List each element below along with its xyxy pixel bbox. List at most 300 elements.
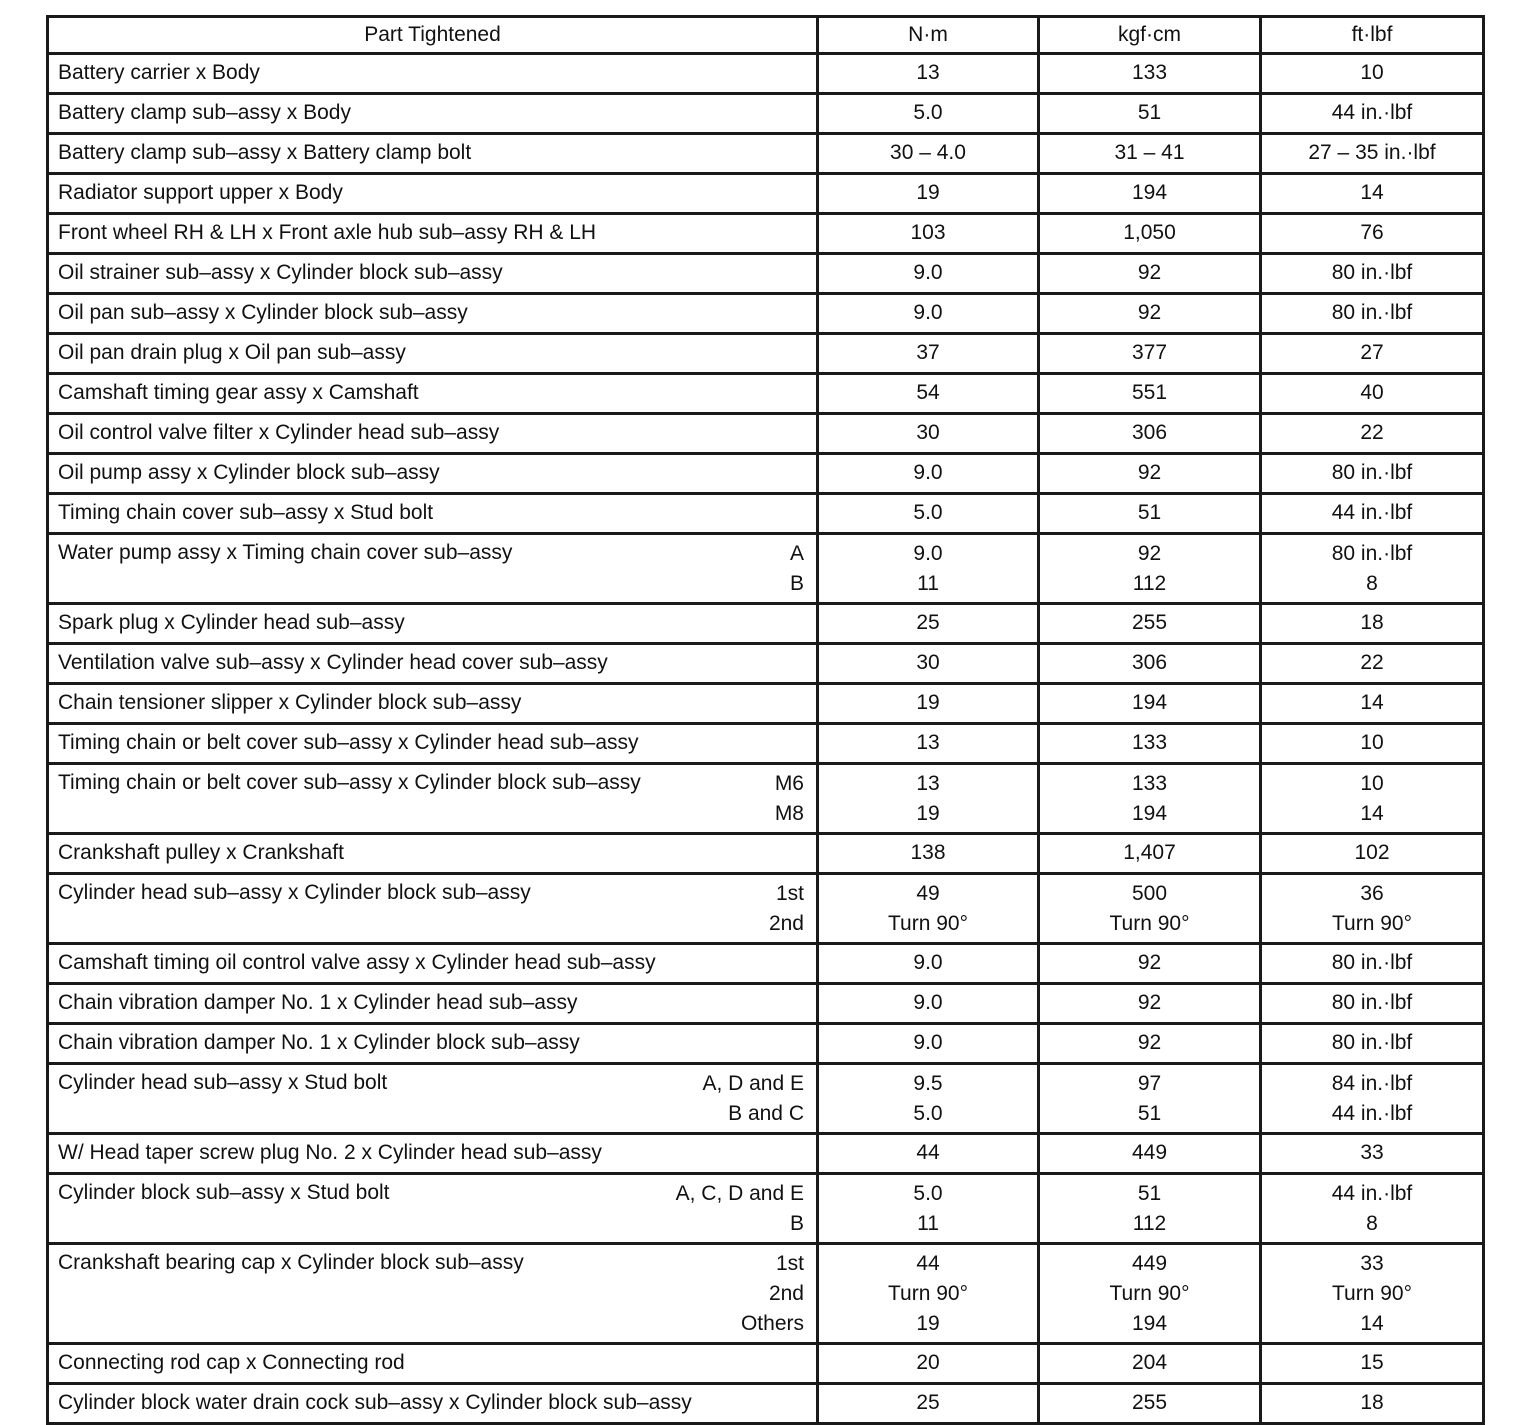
part-name: Chain tensioner slipper x Cylinder block sub–assy [58, 691, 522, 714]
condition-label: 1st [775, 1252, 804, 1275]
table-row [48, 54, 1484, 94]
table-row [48, 1064, 1484, 1134]
nm-value: 9.5 [913, 1072, 943, 1095]
nm-value: 13 [916, 731, 940, 754]
part-cell [48, 764, 818, 834]
part-name: Battery carrier x Body [58, 61, 260, 84]
nm-value-cell [818, 294, 1039, 334]
ft-lbf-value: 80 in.·lbf [1331, 951, 1413, 974]
kgf-cm-value: 97 [1137, 1072, 1162, 1095]
part-cell [48, 134, 818, 174]
part-name: Oil pump assy x Cylinder block sub–assy [58, 461, 440, 484]
kgf-cm-value-cell [1039, 834, 1261, 874]
ft-lbf-value: 8 [1366, 1212, 1378, 1235]
ft-lbf-value-cell [1261, 54, 1484, 94]
ft-lbf-value-cell [1261, 534, 1484, 604]
part-name: Oil pan drain plug x Oil pan sub–assy [58, 341, 406, 364]
kgf-cm-value-cell [1039, 684, 1261, 724]
ft-lbf-value: 27 [1360, 341, 1384, 364]
part-cell [48, 1344, 818, 1384]
ft-lbf-value-cell [1261, 254, 1484, 294]
kgf-cm-value-cell [1039, 724, 1261, 764]
part-name: Cylinder block water drain cock sub–assy x Cylinder block sub–assy [58, 1391, 692, 1414]
nm-value: 19 [916, 181, 940, 204]
ft-lbf-value-cell [1261, 724, 1484, 764]
nm-value-cell [818, 944, 1039, 984]
part-name: Radiator support upper x Body [58, 181, 343, 204]
kgf-cm-value: 194 [1131, 181, 1168, 204]
ft-lbf-value-cell [1261, 494, 1484, 534]
ft-lbf-value: 10 [1360, 61, 1384, 84]
nm-value-cell [818, 834, 1039, 874]
ft-lbf-value-cell [1261, 294, 1484, 334]
table-row [48, 1384, 1484, 1424]
condition-label: B [789, 1212, 804, 1235]
ft-lbf-value-cell [1261, 374, 1484, 414]
kgf-cm-value: 449 [1131, 1141, 1168, 1164]
table-row [48, 1244, 1484, 1344]
part-cell [48, 684, 818, 724]
nm-value: 9.0 [913, 951, 943, 974]
part-name: Oil pan sub–assy x Cylinder block sub–assy [58, 301, 468, 324]
nm-value-cell [818, 254, 1039, 294]
part-cell [48, 1174, 818, 1244]
kgf-cm-value: 551 [1131, 381, 1168, 404]
part-cell [48, 944, 818, 984]
kgf-cm-value-cell [1039, 174, 1261, 214]
ft-lbf-value-cell [1261, 984, 1484, 1024]
condition-label: B and C [728, 1102, 804, 1125]
nm-value-cell [818, 54, 1039, 94]
ft-lbf-value: 44 in.·lbf [1331, 1182, 1413, 1205]
ft-lbf-value-cell [1261, 134, 1484, 174]
ft-lbf-value: 14 [1360, 802, 1384, 825]
nm-value-cell [818, 724, 1039, 764]
ft-lbf-value: 80 in.·lbf [1331, 1031, 1413, 1054]
nm-value: Turn 90° [888, 912, 968, 935]
kgf-cm-value: 306 [1131, 651, 1168, 674]
nm-value-cell [818, 534, 1039, 604]
kgf-cm-value-cell [1039, 944, 1261, 984]
header-nm: N·m [818, 17, 1039, 54]
nm-value: 11 [917, 572, 939, 595]
table-row [48, 374, 1484, 414]
ft-lbf-value: 44 in.·lbf [1331, 1102, 1413, 1125]
nm-value: 11 [917, 1212, 939, 1235]
condition-label: 1st [775, 882, 804, 905]
kgf-cm-value-cell [1039, 54, 1261, 94]
table-row [48, 644, 1484, 684]
ft-lbf-value: Turn 90° [1332, 1282, 1412, 1305]
table-row [48, 604, 1484, 644]
ft-lbf-value: 84 in.·lbf [1331, 1072, 1413, 1095]
kgf-cm-value-cell [1039, 1244, 1261, 1344]
ft-lbf-value: 27 – 35 in.·lbf [1308, 141, 1436, 164]
kgf-cm-value-cell [1039, 984, 1261, 1024]
part-cell [48, 414, 818, 454]
part-name: Cylinder head sub–assy x Stud bolt [58, 1071, 388, 1094]
part-cell [48, 1244, 818, 1344]
part-name: W/ Head taper screw plug No. 2 x Cylinder head sub–assy [58, 1141, 602, 1164]
table-row [48, 984, 1484, 1024]
nm-value: 9.0 [913, 461, 943, 484]
ft-lbf-value: 80 in.·lbf [1331, 542, 1413, 565]
ft-lbf-value: 14 [1360, 1312, 1384, 1335]
condition-label: 2nd [768, 912, 804, 935]
kgf-cm-value-cell [1039, 134, 1261, 174]
ft-lbf-value: 33 [1360, 1141, 1384, 1164]
kgf-cm-value: 194 [1131, 1312, 1168, 1335]
part-cell [48, 294, 818, 334]
kgf-cm-value: Turn 90° [1109, 1282, 1190, 1305]
kgf-cm-value: 31 – 41 [1114, 141, 1185, 164]
kgf-cm-value: 92 [1137, 951, 1162, 974]
header-ft-lbf: ft·lbf [1261, 17, 1484, 54]
nm-value: 9.0 [913, 991, 943, 1014]
part-cell [48, 214, 818, 254]
table-row [48, 254, 1484, 294]
kgf-cm-value: 1,050 [1123, 221, 1176, 244]
kgf-cm-value-cell [1039, 294, 1261, 334]
nm-value-cell [818, 1244, 1039, 1344]
part-name: Timing chain cover sub–assy x Stud bolt [58, 501, 434, 524]
part-name: Front wheel RH & LH x Front axle hub sub–assy RH & LH [58, 221, 597, 244]
kgf-cm-value: 500 [1131, 882, 1168, 905]
nm-value-cell [818, 494, 1039, 534]
part-name: Timing chain or belt cover sub–assy x Cylinder block sub–assy [58, 771, 641, 794]
table-row [48, 134, 1484, 174]
part-name: Crankshaft pulley x Crankshaft [58, 841, 344, 864]
ft-lbf-value: 80 in.·lbf [1331, 461, 1413, 484]
ft-lbf-value-cell [1261, 604, 1484, 644]
ft-lbf-value-cell [1261, 1024, 1484, 1064]
nm-value-cell [818, 984, 1039, 1024]
part-name: Ventilation valve sub–assy x Cylinder head cover sub–assy [58, 651, 608, 674]
kgf-cm-value: 377 [1131, 341, 1168, 364]
table-row [48, 684, 1484, 724]
part-name: Cylinder head sub–assy x Cylinder block sub–assy [58, 881, 531, 904]
nm-value: 19 [916, 802, 940, 825]
table-row [48, 494, 1484, 534]
nm-value-cell [818, 684, 1039, 724]
nm-value: 49 [916, 882, 940, 905]
ft-lbf-value: 80 in.·lbf [1331, 991, 1413, 1014]
nm-value: 5.0 [913, 501, 943, 524]
ft-lbf-value: 102 [1354, 841, 1390, 864]
kgf-cm-value: 92 [1137, 261, 1162, 284]
nm-value: 13 [916, 61, 940, 84]
ft-lbf-value: 14 [1360, 691, 1384, 714]
kgf-cm-value: 1,407 [1123, 841, 1176, 864]
table-row [48, 534, 1484, 604]
part-name: Camshaft timing oil control valve assy x Cylinder head sub–assy [58, 951, 656, 974]
ft-lbf-value-cell [1261, 1384, 1484, 1424]
kgf-cm-value: 51 [1137, 501, 1162, 524]
part-cell [48, 94, 818, 134]
ft-lbf-value-cell [1261, 1344, 1484, 1384]
ft-lbf-value-cell [1261, 94, 1484, 134]
table-row [48, 1174, 1484, 1244]
header-part-tightened: Part Tightened [48, 17, 818, 54]
ft-lbf-value: 15 [1360, 1351, 1384, 1374]
nm-value: 13 [916, 772, 940, 795]
ft-lbf-value-cell [1261, 334, 1484, 374]
table-row [48, 1024, 1484, 1064]
nm-value: 5.0 [913, 1182, 943, 1205]
part-cell [48, 374, 818, 414]
table-row [48, 1344, 1484, 1384]
ft-lbf-value-cell [1261, 1134, 1484, 1174]
part-name: Connecting rod cap x Connecting rod [58, 1351, 405, 1374]
ft-lbf-value: 40 [1360, 381, 1384, 404]
condition-label: M6 [774, 772, 804, 795]
part-name: Battery clamp sub–assy x Battery clamp bolt [58, 141, 472, 164]
kgf-cm-value: 51 [1137, 1182, 1162, 1205]
kgf-cm-value-cell [1039, 1064, 1261, 1134]
ft-lbf-value-cell [1261, 1064, 1484, 1134]
part-name: Oil strainer sub–assy x Cylinder block sub–assy [58, 261, 503, 284]
ft-lbf-value-cell [1261, 764, 1484, 834]
ft-lbf-value-cell [1261, 454, 1484, 494]
nm-value-cell [818, 1024, 1039, 1064]
part-name: Oil control valve filter x Cylinder head sub–assy [58, 421, 500, 444]
ft-lbf-value: 18 [1360, 1391, 1384, 1414]
nm-value: 5.0 [913, 101, 943, 124]
ft-lbf-value-cell [1261, 834, 1484, 874]
table-row [48, 764, 1484, 834]
nm-value: 30 [916, 651, 940, 674]
ft-lbf-value: 36 [1360, 882, 1384, 905]
ft-lbf-value: 22 [1360, 421, 1384, 444]
ft-lbf-value-cell [1261, 1244, 1484, 1344]
kgf-cm-value-cell [1039, 374, 1261, 414]
ft-lbf-value: 33 [1360, 1252, 1384, 1275]
nm-value: 9.0 [913, 1031, 943, 1054]
nm-value: 103 [910, 221, 946, 244]
ft-lbf-value-cell [1261, 214, 1484, 254]
ft-lbf-value: 22 [1360, 651, 1384, 674]
nm-value-cell [818, 1064, 1039, 1134]
kgf-cm-value: 306 [1131, 421, 1168, 444]
part-cell [48, 254, 818, 294]
nm-value: 5.0 [913, 1102, 943, 1125]
nm-value-cell [818, 214, 1039, 254]
nm-value: 44 [916, 1252, 940, 1275]
kgf-cm-value-cell [1039, 254, 1261, 294]
ft-lbf-value: 80 in.·lbf [1331, 301, 1413, 324]
condition-label: A [789, 542, 804, 565]
ft-lbf-value-cell [1261, 944, 1484, 984]
part-cell [48, 644, 818, 684]
part-cell [48, 604, 818, 644]
nm-value: 19 [916, 691, 940, 714]
kgf-cm-value: 92 [1137, 301, 1162, 324]
nm-value: 44 [916, 1141, 940, 1164]
kgf-cm-value: 255 [1131, 1391, 1168, 1414]
kgf-cm-value: 194 [1131, 691, 1168, 714]
part-cell [48, 1134, 818, 1174]
nm-value: 25 [916, 611, 940, 634]
ft-lbf-value: 80 in.·lbf [1331, 261, 1413, 284]
kgf-cm-value-cell [1039, 1344, 1261, 1384]
ft-lbf-value: 8 [1366, 572, 1378, 595]
nm-value-cell [818, 874, 1039, 944]
part-name: Crankshaft bearing cap x Cylinder block sub–assy [58, 1251, 524, 1274]
kgf-cm-value-cell [1039, 764, 1261, 834]
part-cell [48, 724, 818, 764]
kgf-cm-value-cell [1039, 454, 1261, 494]
kgf-cm-value: 51 [1137, 101, 1162, 124]
condition-label: A, D and E [702, 1072, 804, 1095]
condition-label: B [789, 572, 804, 595]
nm-value: Turn 90° [888, 1282, 968, 1305]
kgf-cm-value: 112 [1132, 1212, 1167, 1235]
condition-label: A, C, D and E [675, 1182, 804, 1205]
nm-value: 25 [916, 1391, 940, 1414]
nm-value: 9.0 [913, 301, 943, 324]
kgf-cm-value: 92 [1137, 1031, 1162, 1054]
header-kgf-cm: kgf·cm [1039, 17, 1261, 54]
part-name: Camshaft timing gear assy x Camshaft [58, 381, 419, 404]
table-row [48, 834, 1484, 874]
nm-value-cell [818, 334, 1039, 374]
nm-value: 138 [910, 841, 946, 864]
ft-lbf-value-cell [1261, 414, 1484, 454]
kgf-cm-value: 133 [1131, 772, 1168, 795]
part-name: Cylinder block sub–assy x Stud bolt [58, 1181, 390, 1204]
nm-value-cell [818, 644, 1039, 684]
condition-label: M8 [774, 802, 804, 825]
part-name: Battery clamp sub–assy x Body [58, 101, 351, 124]
torque-spec-table [46, 15, 1485, 1425]
nm-value-cell [818, 1174, 1039, 1244]
kgf-cm-value: Turn 90° [1109, 912, 1190, 935]
kgf-cm-value: 133 [1131, 61, 1168, 84]
part-cell [48, 874, 818, 944]
kgf-cm-value-cell [1039, 534, 1261, 604]
table-row [48, 214, 1484, 254]
kgf-cm-value-cell [1039, 1024, 1261, 1064]
kgf-cm-value: 449 [1131, 1252, 1168, 1275]
ft-lbf-value: Turn 90° [1332, 912, 1412, 935]
nm-value: 9.0 [913, 542, 943, 565]
nm-value-cell [818, 764, 1039, 834]
kgf-cm-value-cell [1039, 334, 1261, 374]
part-cell [48, 1024, 818, 1064]
table-row [48, 94, 1484, 134]
table-row [48, 294, 1484, 334]
kgf-cm-value: 92 [1137, 542, 1162, 565]
ft-lbf-value: 10 [1360, 772, 1384, 795]
ft-lbf-value: 76 [1360, 221, 1384, 244]
nm-value-cell [818, 454, 1039, 494]
ft-lbf-value-cell [1261, 684, 1484, 724]
kgf-cm-value-cell [1039, 414, 1261, 454]
condition-label: Others [740, 1312, 804, 1335]
ft-lbf-value-cell [1261, 174, 1484, 214]
table-row [48, 1134, 1484, 1174]
condition-label: 2nd [768, 1282, 804, 1305]
part-cell [48, 54, 818, 94]
nm-value-cell [818, 374, 1039, 414]
table-row [48, 724, 1484, 764]
nm-value-cell [818, 94, 1039, 134]
part-cell [48, 174, 818, 214]
header-row [48, 17, 1484, 54]
table-row [48, 454, 1484, 494]
nm-value-cell [818, 1384, 1039, 1424]
part-name: Spark plug x Cylinder head sub–assy [58, 611, 405, 634]
ft-lbf-value: 44 in.·lbf [1331, 501, 1413, 524]
kgf-cm-value-cell [1039, 1134, 1261, 1174]
kgf-cm-value-cell [1039, 1174, 1261, 1244]
kgf-cm-value: 255 [1131, 611, 1168, 634]
nm-value: 54 [916, 381, 940, 404]
part-cell [48, 454, 818, 494]
part-cell [48, 1384, 818, 1424]
nm-value-cell [818, 1134, 1039, 1174]
part-name: Timing chain or belt cover sub–assy x Cylinder head sub–assy [58, 731, 639, 754]
nm-value: 19 [916, 1312, 940, 1335]
table-row [48, 334, 1484, 374]
table-row [48, 174, 1484, 214]
part-cell [48, 1064, 818, 1134]
ft-lbf-value: 14 [1360, 181, 1384, 204]
nm-value-cell [818, 1344, 1039, 1384]
ft-lbf-value: 18 [1360, 611, 1384, 634]
nm-value: 30 [916, 421, 940, 444]
part-cell [48, 834, 818, 874]
kgf-cm-value-cell [1039, 494, 1261, 534]
table-row [48, 944, 1484, 984]
nm-value: 37 [916, 341, 940, 364]
kgf-cm-value-cell [1039, 94, 1261, 134]
kgf-cm-value-cell [1039, 874, 1261, 944]
kgf-cm-value-cell [1039, 604, 1261, 644]
nm-value: 30 – 4.0 [890, 141, 966, 164]
table-row [48, 414, 1484, 454]
part-cell [48, 984, 818, 1024]
kgf-cm-value: 204 [1131, 1351, 1168, 1374]
ft-lbf-value: 10 [1360, 731, 1384, 754]
kgf-cm-value: 92 [1137, 991, 1162, 1014]
kgf-cm-value: 51 [1137, 1102, 1162, 1125]
part-name: Chain vibration damper No. 1 x Cylinder block sub–assy [58, 1031, 580, 1054]
ft-lbf-value: 44 in.·lbf [1331, 101, 1413, 124]
part-name: Chain vibration damper No. 1 x Cylinder head sub–assy [58, 991, 578, 1014]
part-cell [48, 334, 818, 374]
nm-value-cell [818, 134, 1039, 174]
nm-value: 20 [916, 1351, 940, 1374]
kgf-cm-value: 92 [1137, 461, 1162, 484]
nm-value-cell [818, 174, 1039, 214]
nm-value-cell [818, 604, 1039, 644]
kgf-cm-value-cell [1039, 214, 1261, 254]
kgf-cm-value-cell [1039, 1384, 1261, 1424]
part-name: Water pump assy x Timing chain cover sub–assy [58, 541, 513, 564]
part-cell [48, 494, 818, 534]
kgf-cm-value: 133 [1131, 731, 1168, 754]
ft-lbf-value-cell [1261, 644, 1484, 684]
table-row [48, 874, 1484, 944]
part-cell [48, 534, 818, 604]
kgf-cm-value: 194 [1131, 802, 1168, 825]
nm-value: 9.0 [913, 261, 943, 284]
ft-lbf-value-cell [1261, 874, 1484, 944]
ft-lbf-value-cell [1261, 1174, 1484, 1244]
kgf-cm-value: 112 [1132, 572, 1167, 595]
kgf-cm-value-cell [1039, 644, 1261, 684]
